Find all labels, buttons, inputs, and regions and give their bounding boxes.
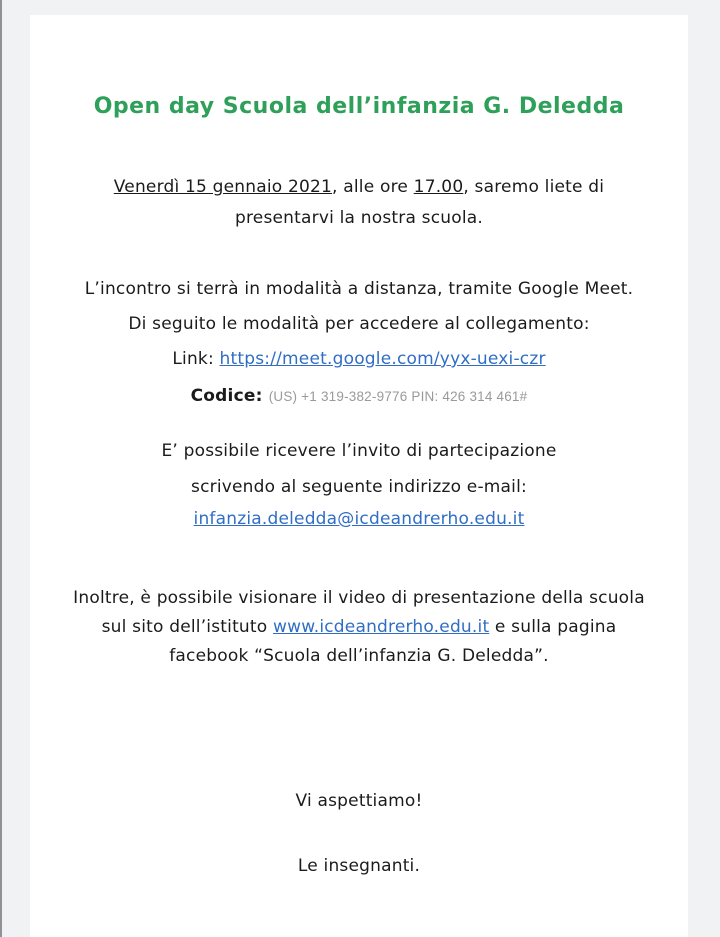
invite-line-1: E’ possibile ricevere l’invito di partecipazione: [161, 441, 557, 461]
dialin-code-line: [30, 381, 688, 412]
video-line-2: [30, 613, 688, 642]
video-paragraph: [30, 584, 688, 671]
page-title: Open day Scuola dell’infanzia G. Deledda: [93, 94, 625, 119]
meet-link-line: [30, 344, 688, 375]
video-line-2-post: e sulla pagina: [489, 617, 617, 637]
email-link[interactable]: infanzia.deledda@icdeandrerho.edu.it: [193, 509, 525, 529]
date-line-1: [30, 172, 688, 203]
invite-line-2: scrivendo al seguente indirizzo e-mail:: [191, 477, 527, 497]
meet-instructions-line: Di seguito le modalità per accedere al collegamento:: [128, 314, 590, 334]
closing-line-2: Le insegnanti.: [297, 856, 421, 876]
meet-info-line: L’incontro si terrà in modalità a distanza, tramite Google Meet.: [84, 279, 634, 299]
closing-line-1: Vi aspettiamo!: [295, 791, 423, 811]
video-line-1: Inoltre, è possibile visionare il video di presentazione della scuola: [73, 588, 645, 608]
code-value: (US) +1 319-382-9776 PIN: 426 314 461#: [268, 389, 528, 404]
document-page: [30, 15, 688, 937]
event-time: 17.00: [413, 177, 464, 197]
meet-link-label: Link:: [172, 349, 220, 369]
date-separator-text: , alle ore: [332, 177, 414, 197]
date-tail-text: , saremo liete di: [463, 177, 605, 197]
window-edge-line: [0, 0, 2, 937]
meet-link[interactable]: https://meet.google.com/yyx-uexi-czr: [219, 349, 546, 369]
event-date: Venerdì 15 gennaio 2021: [113, 177, 333, 197]
code-label: Codice:: [190, 386, 269, 406]
website-link[interactable]: www.icdeandrerho.edu.it: [272, 617, 490, 637]
video-line-3: facebook “Scuola dell’infanzia G. Deledda”.: [169, 646, 549, 666]
video-line-2-pre: sul sito dell’istituto: [101, 617, 273, 637]
date-paragraph: [30, 172, 688, 234]
email-line: [30, 504, 688, 535]
date-line-2: presentarvi la nostra scuola.: [235, 208, 483, 228]
